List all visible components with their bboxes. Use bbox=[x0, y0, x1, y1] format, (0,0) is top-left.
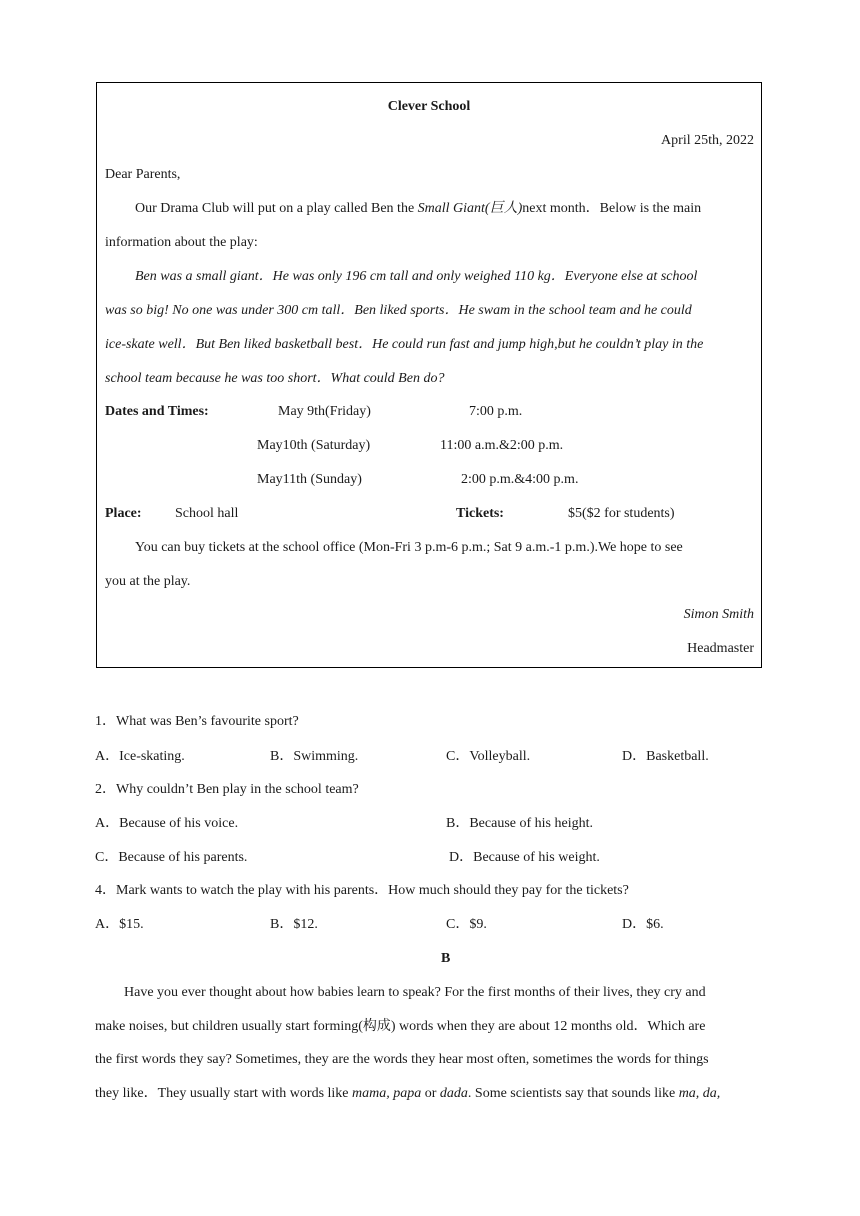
place-value: School hall bbox=[175, 506, 239, 521]
passage-line bbox=[95, 1085, 720, 1103]
question-option: A．Ice-skating. bbox=[95, 749, 185, 764]
question-option: D．$6. bbox=[622, 917, 664, 932]
passage-text: . Some scientists say that sounds like bbox=[467, 1086, 679, 1101]
schedule-day: May10th (Saturday) bbox=[257, 438, 371, 453]
signature: Simon Smith bbox=[683, 607, 754, 622]
intro-line-2: information about the play: bbox=[105, 235, 258, 250]
buy-line-2: you at the play. bbox=[105, 574, 191, 589]
question-option: C．$9. bbox=[446, 917, 487, 932]
question-option: A．Because of his voice. bbox=[95, 816, 239, 831]
story-line: school team because he was too short．What could Ben do? bbox=[105, 371, 445, 386]
schedule-time: 7:00 p.m. bbox=[469, 404, 523, 419]
school-name: Clever School bbox=[387, 99, 471, 114]
intro-text-a: Our Drama Club will put on a play called Ben the bbox=[135, 201, 418, 216]
passage-emphasis: mama, papa bbox=[352, 1086, 422, 1101]
question-option: B．$12. bbox=[270, 917, 318, 932]
schedule-time: 2:00 p.m.&4:00 p.m. bbox=[461, 472, 579, 487]
question-option: A．$15. bbox=[95, 917, 144, 932]
place-label: Place: bbox=[105, 506, 142, 521]
story-line: Ben was a small giant．He was only 196 cm tall and only weighed 110 kg．Everyone else at school bbox=[135, 269, 698, 284]
passage-emphasis: ma, da, bbox=[678, 1086, 721, 1101]
dates-label: Dates and Times: bbox=[105, 404, 209, 419]
story-line: ice-skate well．But Ben liked basketball best．He could run fast and jump high,but he couldn’t play in the bbox=[105, 337, 704, 352]
passage-line: make noises, but children usually start forming(构成) words when they are about 12 months old．Which are bbox=[95, 1019, 706, 1034]
question-option: B．Swimming. bbox=[270, 749, 359, 764]
section-heading: B bbox=[441, 951, 451, 966]
schedule-day: May 9th(Friday) bbox=[278, 404, 371, 419]
greeting: Dear Parents, bbox=[105, 167, 181, 182]
schedule-day: May11th (Sunday) bbox=[257, 472, 362, 487]
passage-text: they like．They usually start with words like bbox=[95, 1086, 353, 1101]
buy-line-1: You can buy tickets at the school office (Mon-Fri 3 p.m-6 p.m.; Sat 9 a.m.-1 p.m.).We hope to see bbox=[135, 540, 683, 555]
question-option: C．Because of his parents. bbox=[95, 850, 248, 865]
passage-line: the first words they say? Sometimes, they are the words they hear most often, sometimes the words for things bbox=[95, 1052, 709, 1067]
question-prompt: 1．What was Ben’s favourite sport? bbox=[95, 714, 299, 729]
letter-date: April 25th, 2022 bbox=[661, 133, 754, 148]
passage-emphasis: dada bbox=[439, 1086, 468, 1101]
schedule-time: 11:00 a.m.&2:00 p.m. bbox=[440, 438, 564, 453]
question-prompt: 2．Why couldn’t Ben play in the school team? bbox=[95, 782, 359, 797]
passage-text: or bbox=[421, 1086, 440, 1101]
tickets-value: $5($2 for students) bbox=[568, 506, 675, 521]
passage-line: Have you ever thought about how babies learn to speak? For the first months of their lives, they cry and bbox=[124, 985, 706, 1000]
question-option: D．Because of his weight. bbox=[449, 850, 600, 865]
story-line: was so big! No one was under 300 cm tall．Ben liked sports．He swam in the school team and he could bbox=[105, 303, 692, 318]
question-option: D．Basketball. bbox=[622, 749, 709, 764]
intro-text-b: next month．Below is the main bbox=[522, 201, 702, 216]
question-prompt: 4．Mark wants to watch the play with his parents．How much should they pay for the tickets? bbox=[95, 883, 629, 898]
question-option: C．Volleyball. bbox=[446, 749, 531, 764]
intro-line-1 bbox=[135, 200, 701, 218]
play-title: Small Giant(巨人) bbox=[417, 201, 523, 216]
signature-title: Headmaster bbox=[687, 641, 754, 656]
question-option: B．Because of his height. bbox=[446, 816, 593, 831]
tickets-label: Tickets: bbox=[456, 506, 504, 521]
